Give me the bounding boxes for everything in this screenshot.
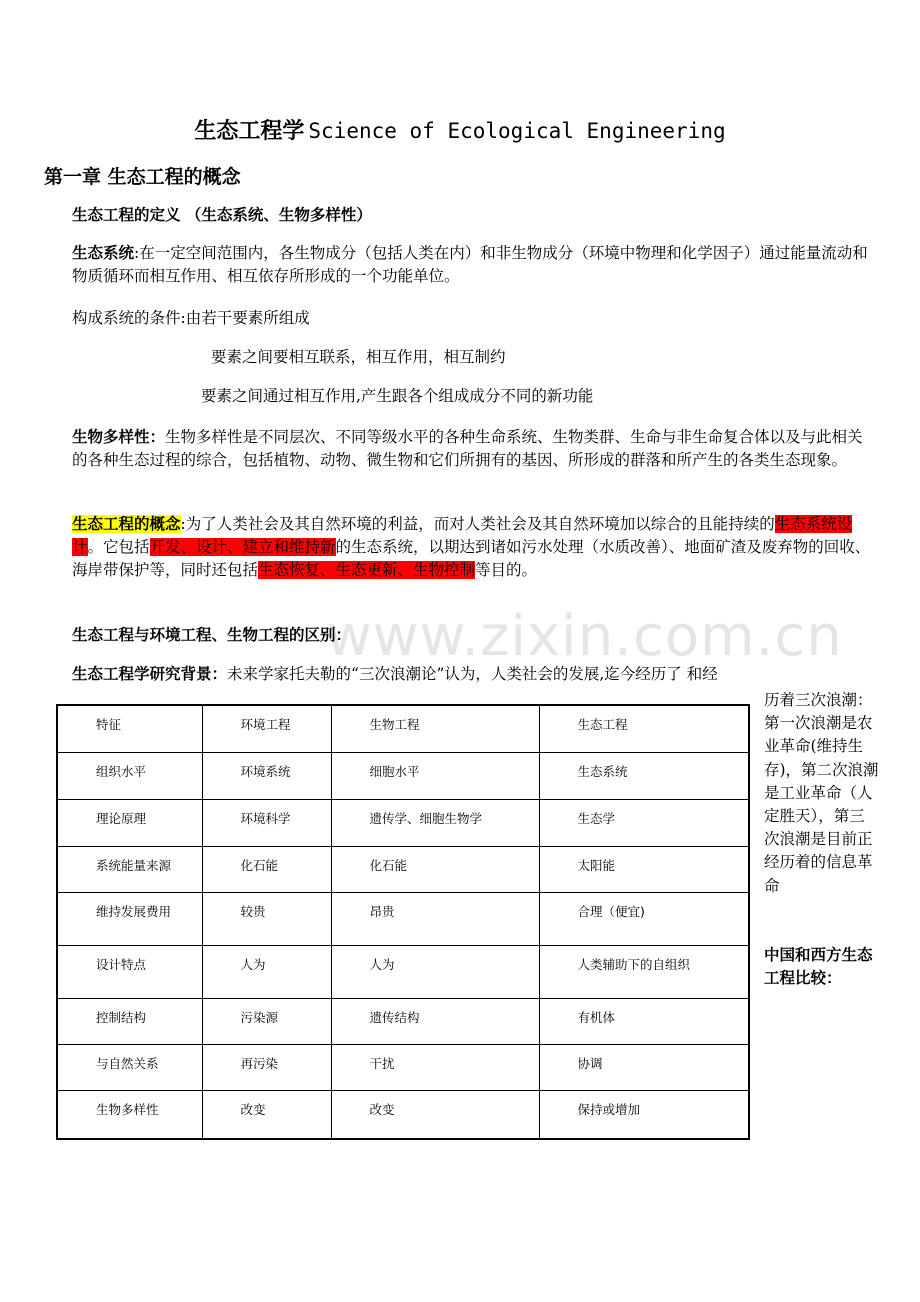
table-cell: 维持发展费用: [57, 892, 202, 945]
watermark: www.zixin.com.cn: [326, 604, 843, 669]
table-cell: 化石能: [331, 846, 539, 892]
table-header-row: [57, 705, 749, 752]
title-english: Science of Ecological Engineering: [308, 119, 726, 143]
table-row: [57, 1090, 749, 1139]
table-cell: 理论原理: [57, 799, 202, 846]
table-cell: 遗传学、细胞生物学: [331, 799, 539, 846]
ecosystem-term: 生态系统: [72, 244, 135, 262]
table-cell: 太阳能: [539, 846, 749, 892]
table-row: [57, 1044, 749, 1090]
table-cell: 人为: [331, 945, 539, 998]
concept-term: 生态工程的概念: [72, 515, 181, 533]
table-cell: 有机体: [539, 998, 749, 1044]
table-header-cell: 生态工程: [539, 705, 749, 752]
table-cell: 环境系统: [202, 752, 331, 799]
ecosystem-paragraph: [72, 242, 872, 288]
table-cell: 环境科学: [202, 799, 331, 846]
table-row: [57, 846, 749, 892]
table-row: [57, 945, 749, 998]
concept-text-4: 等目的。: [475, 561, 538, 579]
side-heading: 中国和西方生态工程比较：: [764, 946, 873, 988]
background-term: 生态工程学研究背景：: [72, 665, 228, 683]
definition-heading: 生态工程的定义 （生态系统、生物多样性）: [72, 206, 372, 224]
table-cell: 设计特点: [57, 945, 202, 998]
conditions-line-1: 构成系统的条件:由若干要素所组成: [72, 309, 310, 327]
document-title: [0, 114, 920, 145]
table-row: [57, 998, 749, 1044]
table-header-cell: 生物工程: [331, 705, 539, 752]
table-cell: 改变: [331, 1090, 539, 1139]
table-cell: 系统能量来源: [57, 846, 202, 892]
table-cell: 人为: [202, 945, 331, 998]
table-cell: 协调: [539, 1044, 749, 1090]
table-cell: 遗传结构: [331, 998, 539, 1044]
table-cell: 生态系统: [539, 752, 749, 799]
biodiversity-term: 生物多样性：: [72, 428, 166, 446]
biodiversity-text: 生物多样性是不同层次、不同等级水平的各种生命系统、生物类群、生命与非生命复合体以及与此相关的各种生态过程的综合，包括植物、动物、微生物和它们所拥有的基因、所形成的群落和所产生的各类生态现象。: [72, 428, 863, 469]
comparison-table: [56, 704, 750, 1140]
table-row: [57, 752, 749, 799]
table-cell: 细胞水平: [331, 752, 539, 799]
table-cell: 干扰: [331, 1044, 539, 1090]
chapter-heading: 第一章 生态工程的概念: [44, 166, 241, 188]
concept-paragraph: [72, 513, 872, 582]
table-cell: 较贵: [202, 892, 331, 945]
table-cell: 合理（便宜): [539, 892, 749, 945]
conditions-line-2: 要素之间要相互联系，相互作用，相互制约: [211, 348, 506, 366]
table-cell: 改变: [202, 1090, 331, 1139]
table-header-cell: 环境工程: [202, 705, 331, 752]
concept-text-2: 。它包括: [87, 538, 150, 556]
table-header-cell: 特征: [57, 705, 202, 752]
table-cell: 控制结构: [57, 998, 202, 1044]
concept-highlight-3: 生态恢复、生态更新、生物控制: [258, 561, 476, 579]
difference-heading: 生态工程与环境工程、生物工程的区别：: [72, 626, 352, 644]
conditions-line-3: 要素之间通过相互作用,产生跟各个组成成分不同的新功能: [201, 387, 594, 405]
concept-text-1: :为了人类社会及其自然环境的利益，而对人类社会及其自然环境加以综合的且能持续的: [180, 515, 775, 533]
table-cell: 再污染: [202, 1044, 331, 1090]
concept-highlight-1: 生态系统设计: [72, 515, 853, 556]
biodiversity-paragraph: [72, 426, 872, 472]
table-cell: 保持或增加: [539, 1090, 749, 1139]
table-cell: 昂贵: [331, 892, 539, 945]
title-chinese: 生态工程学: [194, 119, 305, 144]
table-cell: 生态学: [539, 799, 749, 846]
table-cell: 污染源: [202, 998, 331, 1044]
table-cell: 生物多样性: [57, 1090, 202, 1139]
ecosystem-text: :在一定空间范围内，各生物成分（包括人类在内）和非生物成分（环境中物理和化学因子）通过能量流动和物质循环而相互作用、相互依存所形成的一个功能单位。: [72, 244, 868, 285]
concept-text-3: 的生态系统，以期达到诸如污水处理（水质改善）、地面矿渣及废弃物的回收、海岸带保护等，同时还包括: [72, 538, 871, 579]
table-cell: 与自然关系: [57, 1044, 202, 1090]
background-text: 未来学家托夫勒的“三次浪潮论”认为，人类社会的发展,迄今经历了 和经: [227, 665, 718, 683]
concept-highlight-2: 开发、设计、建立和维持新: [149, 538, 336, 556]
table-cell: 化石能: [202, 846, 331, 892]
background-paragraph: [72, 663, 872, 686]
table-row: [57, 892, 749, 945]
table-cell: 组织水平: [57, 752, 202, 799]
table-cell: 人类辅助下的自组织: [539, 945, 749, 998]
table-row: [57, 799, 749, 846]
side-text: 历着三次浪潮：第一次浪潮是农业革命(维持生存)，第二次浪潮是工业革命（人定胜天），第三 次浪潮是目前正经历着的信息革命: [764, 691, 879, 895]
